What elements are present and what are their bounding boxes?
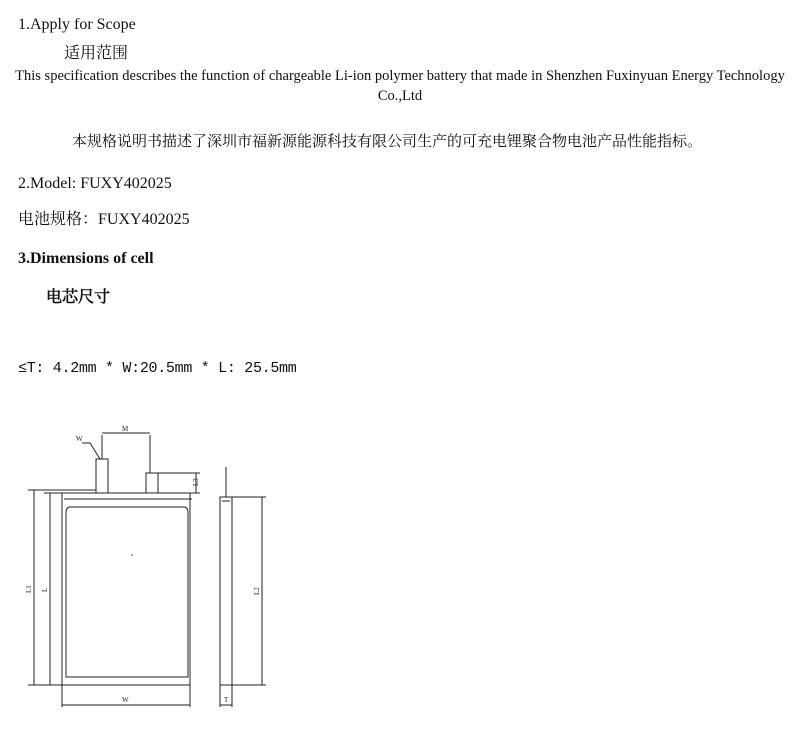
section-1-title-cn: 适用范围 — [64, 45, 129, 62]
tab-left — [96, 459, 108, 493]
section-1-body: This specification describes the function of chargeable Li-ion polymer battery that made in Shenzhen Fuxinyuan Energy Technology Co.,Ltd — [15, 68, 785, 104]
section-1-body-cn: 本规格说明书描述了深圳市福新源能源科技有限公司生产的可充电锂聚合物电池产品性能指标。 — [72, 134, 703, 150]
section-1-title: 1.Apply for Scope — [18, 16, 136, 33]
tab-width-label: W — [76, 435, 83, 443]
side-length-label: L2 — [253, 587, 261, 595]
body-length-label: L — [41, 587, 49, 592]
tab-right — [146, 473, 158, 493]
model-line: 2.Model: FUXY402025 — [18, 175, 172, 192]
cell-dimension-drawing — [0, 415, 300, 720]
dimension-spec: ≤T: 4.2mm * W:20.5mm * L: 25.5mm — [18, 360, 297, 377]
tab-spacing-label: M — [122, 425, 129, 433]
model-line-cn: 电池规格：FUXY402025 — [18, 211, 190, 228]
tab-length-label: L3 — [192, 478, 200, 486]
width-label: W — [122, 696, 129, 704]
cell-side-view — [220, 497, 232, 685]
total-length-label: L1 — [25, 585, 33, 593]
thickness-label: T — [224, 696, 229, 704]
cell-body-outline — [62, 493, 190, 685]
cell-inner-outline — [66, 507, 188, 677]
section-3-title-cn: 电芯尺寸 — [46, 287, 111, 306]
section-3-title: 3.Dimensions of cell — [18, 250, 154, 267]
